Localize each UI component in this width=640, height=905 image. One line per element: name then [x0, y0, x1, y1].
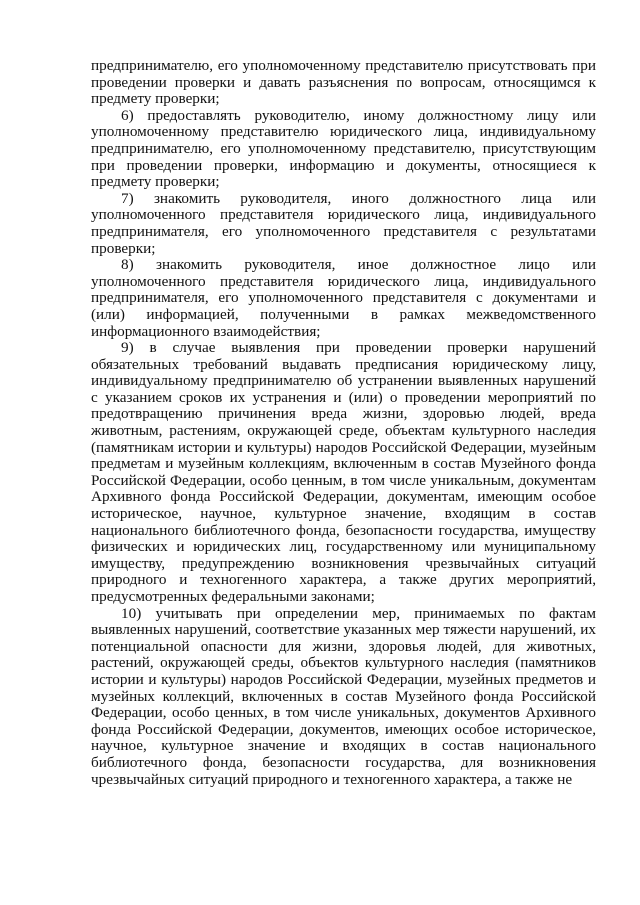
- paragraph-continuation: предпринимателю, его уполномоченному представителю присутствовать при проведении проверки и давать разъяснения по вопросам, относящимся к предмету проверки;: [91, 57, 596, 108]
- paragraph-item-10: 10) учитывать при определении мер, принимаемых по фактам выявленных нарушений, соответствие указанных мер тяжести нарушений, их потенциальной опасности для жизни, здоровья людей, для животных, растений, окружающей среды, объектов культурного наследия (памятников истории и культуры) народов Российской Федерации, музейных предметов и музейных коллекций, включенных в состав Музейного фонда Российской Федерации, особо ценных, в том числе уникальных, документов Архивного фонда Российской Федерации, документов, имеющих особое историческое, научное, культурное значение и входящих в состав национального библиотечного фонда, безопасности государства, для возникновения чрезвычайных ситуаций природного и техногенного характера, а также не: [91, 604, 596, 788]
- paragraph-item-8: 8) знакомить руководителя, иное должностное лицо или уполномоченного представителя юридического лица, индивидуального предпринимателя, его уполномоченного представителя с документами и (или) информацией, полученными в рамках межведомственного информационного взаимодействия;: [91, 256, 596, 340]
- paragraph-item-6: 6) предоставлять руководителю, иному должностному лицу или уполномоченному представителю юридического лица, индивидуальному предпринимателю, его уполномоченному представителю, присутствующим при проведении проверки, информацию и документы, относящиеся к предмету проверки;: [91, 106, 596, 191]
- paragraph-item-7: 7) знакомить руководителя, иного должностного лица или уполномоченного представителя юридического лица, индивидуального предпринимателя, его уполномоченного представителя с результатами проверки;: [91, 189, 596, 257]
- paragraph-item-9: 9) в случае выявления при проведении проверки нарушений обязательных требований выдавать предписания юридическому лицу, индивидуальному предпринимателю об устранении выявленных нарушений с указанием сроков их устранения и (или) о проведении мероприятий по предотвращению причинения вреда жизни, здоровью людей, вреда животным, растениям, окружающей среде, объектам культурного наследия (памятникам истории и культуры) народов Российской Федерации, музейным предметам и музейным коллекциям, включенным в состав Музейного фонда Российской Федерации, особо ценным, в том числе уникальным, документам Архивного фонда Российской Федерации, документам, имеющим особое историческое, научное, культурное значение, входящим в состав национального библиотечного фонда, безопасности государства, имуществу физических и юридических лиц, государственному или муниципальному имуществу, предупреждению возникновения чрезвычайных ситуаций природного и техногенного характера, а также других мероприятий, предусмотренных федеральными законами;: [91, 339, 596, 605]
